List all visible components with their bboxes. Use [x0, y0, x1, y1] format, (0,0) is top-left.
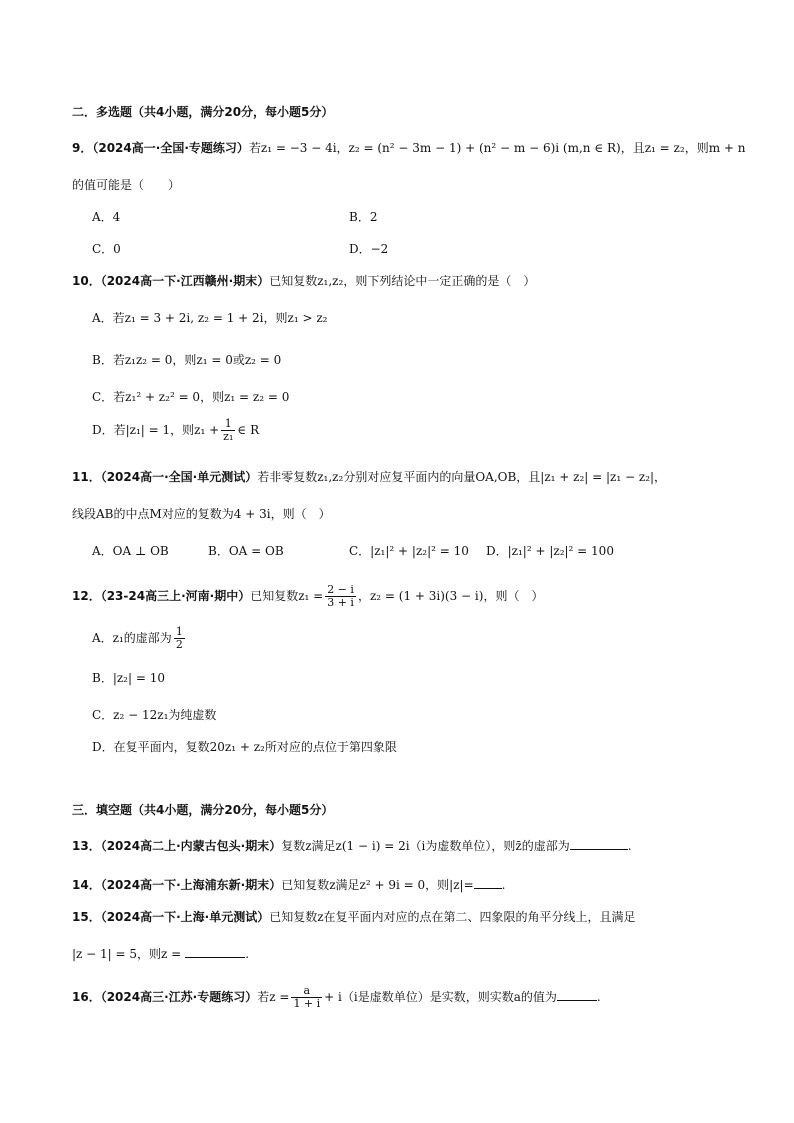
question-stem: 若z =: [257, 990, 290, 1004]
question-stem: 已知复数z₁ =: [250, 589, 324, 603]
q9-option-d[interactable]: D．−2: [349, 242, 389, 256]
question-source: （2024高二上·内蒙古包头·期末）: [100, 839, 282, 853]
question-13: [72, 837, 732, 855]
question-number: 11．: [72, 470, 101, 484]
question-number: 10．: [72, 274, 101, 288]
fraction: [325, 584, 356, 609]
question-11: [72, 468, 732, 486]
q9-option-b[interactable]: B．2: [349, 210, 378, 224]
question-16: [72, 985, 732, 1010]
q10-option-d[interactable]: [92, 418, 259, 443]
question-stem: 已知复数z满足z² + 9i = 0，则|z|=: [281, 878, 474, 892]
answer-blank[interactable]: [557, 988, 597, 1001]
answer-blank[interactable]: [474, 876, 502, 889]
q10-option-c[interactable]: C．若z₁² + z₂² = 0，则z₁ = z₂ = 0: [92, 390, 290, 404]
question-end: .: [596, 990, 601, 1004]
question-stem: + i（i是虚数单位）是实数，则实数a的值为: [324, 990, 557, 1004]
question-number: 12．: [72, 589, 101, 603]
question-number: 15．: [72, 910, 101, 924]
question-source: （2024高一·全国·单元测试）: [100, 470, 258, 484]
q11-option-a[interactable]: A．OA ⊥ OB: [92, 544, 169, 558]
question-source: （2024高三·江苏·专题练习）: [100, 990, 258, 1004]
question-number: 16．: [72, 990, 101, 1004]
fraction-numerator: a: [291, 985, 322, 998]
question-10: [72, 272, 732, 290]
question-source: （2024高一下·上海浦东新·期末）: [100, 878, 282, 892]
q10-option-b[interactable]: B．若z₁z₂ = 0，则z₁ = 0或z₂ = 0: [92, 353, 282, 367]
fraction: [221, 418, 235, 443]
question-stem: 已知复数z₁,z₂，则下列结论中一定正确的是（ ）: [269, 274, 536, 288]
option-text: A．z₁的虚部为: [92, 631, 172, 645]
fraction-numerator: 1: [175, 625, 183, 638]
q11-option-d[interactable]: D．|z₁|² + |z₂|² = 100: [486, 544, 614, 558]
q12-option-b[interactable]: B．|z₂| = 10: [92, 671, 165, 685]
question-stem: 复数z满足z(1 − i) = 2i（i为虚数单位），则z̄的虚部为: [281, 839, 570, 853]
question-9-stem-continued: 的值可能是（ ）: [72, 178, 181, 192]
question-9: [72, 139, 746, 157]
q12-option-a[interactable]: [92, 626, 187, 651]
question-source: （2024高一下·上海·单元测试）: [100, 910, 270, 924]
fraction: [291, 985, 322, 1010]
question-stem: |z − 1| = 5，则z =: [72, 947, 182, 961]
question-source: （2024高一下·江西赣州·期末）: [100, 274, 270, 288]
question-stem: ，z₂ = (1 + 3i)(3 − i)，则（ ）: [357, 589, 544, 603]
answer-blank[interactable]: [570, 837, 628, 850]
question-14: [72, 876, 732, 894]
question-stem: 已知复数z在复平面内对应的点在第二、四象限的角平分线上，且满足: [269, 910, 636, 924]
question-end: .: [627, 839, 632, 853]
q9-option-a[interactable]: A．4: [92, 210, 121, 224]
question-source: （23-24高三上·河南·期中）: [100, 589, 251, 603]
q11-option-b[interactable]: B．OA = OB: [208, 544, 284, 558]
question-stem: 若非零复数z₁,z₂分别对应复平面内的向量OA,OB，且|z₁ + z₂| = |z₁ − z₂|，: [257, 470, 667, 484]
question-12: [72, 584, 732, 609]
question-11-stem-continued: 线段AB的中点M对应的复数为4 + 3i，则（ ）: [72, 507, 331, 521]
question-15: [72, 908, 732, 926]
question-end: .: [501, 878, 506, 892]
question-number: 14．: [72, 878, 101, 892]
option-text: ∈ R: [237, 423, 260, 437]
answer-blank[interactable]: [185, 945, 245, 958]
q10-option-a[interactable]: A．若z₁ = 3 + 2i, z₂ = 1 + 2i，则z₁ > z₂: [92, 311, 328, 325]
question-source: （2024高一·全国·专题练习）: [92, 141, 249, 155]
fraction-denominator: 1 + i: [293, 997, 321, 1010]
q9-option-c[interactable]: C．0: [92, 242, 121, 256]
fraction-denominator: 2: [175, 638, 183, 651]
question-number: 13．: [72, 839, 101, 853]
fraction-numerator: 1: [221, 418, 235, 431]
fraction-denominator: z₁: [223, 430, 234, 443]
q12-option-c[interactable]: C．z₂ − 12z₁为纯虚数: [92, 708, 217, 722]
question-end: .: [245, 947, 250, 961]
q11-option-c[interactable]: C．|z₁|² + |z₂|² = 10: [349, 544, 469, 558]
option-text: D．若|z₁| = 1，则z₁ +: [92, 423, 220, 437]
section-heading-multiple-choice: 二．多选题（共4小题，满分20分，每小题5分）: [72, 105, 334, 119]
q12-option-d[interactable]: D．在复平面内，复数20z₁ + z₂所对应的点位于第四象限: [92, 740, 397, 754]
question-15-stem-continued: [72, 945, 732, 963]
fraction: [174, 626, 185, 651]
fraction-numerator: 2 − i: [327, 583, 354, 596]
question-stem: 若z₁ = −3 − 4i，z₂ = (n² − 3m − 1) + (n² − m − 6)i (m,n ∈ R)，且z₁ = z₂，则m + n: [248, 141, 746, 155]
fraction-denominator: 3 + i: [327, 596, 354, 609]
section-heading-fill-in: 三．填空题（共4小题，满分20分，每小题5分）: [72, 803, 334, 817]
question-number: 9．: [72, 141, 93, 155]
